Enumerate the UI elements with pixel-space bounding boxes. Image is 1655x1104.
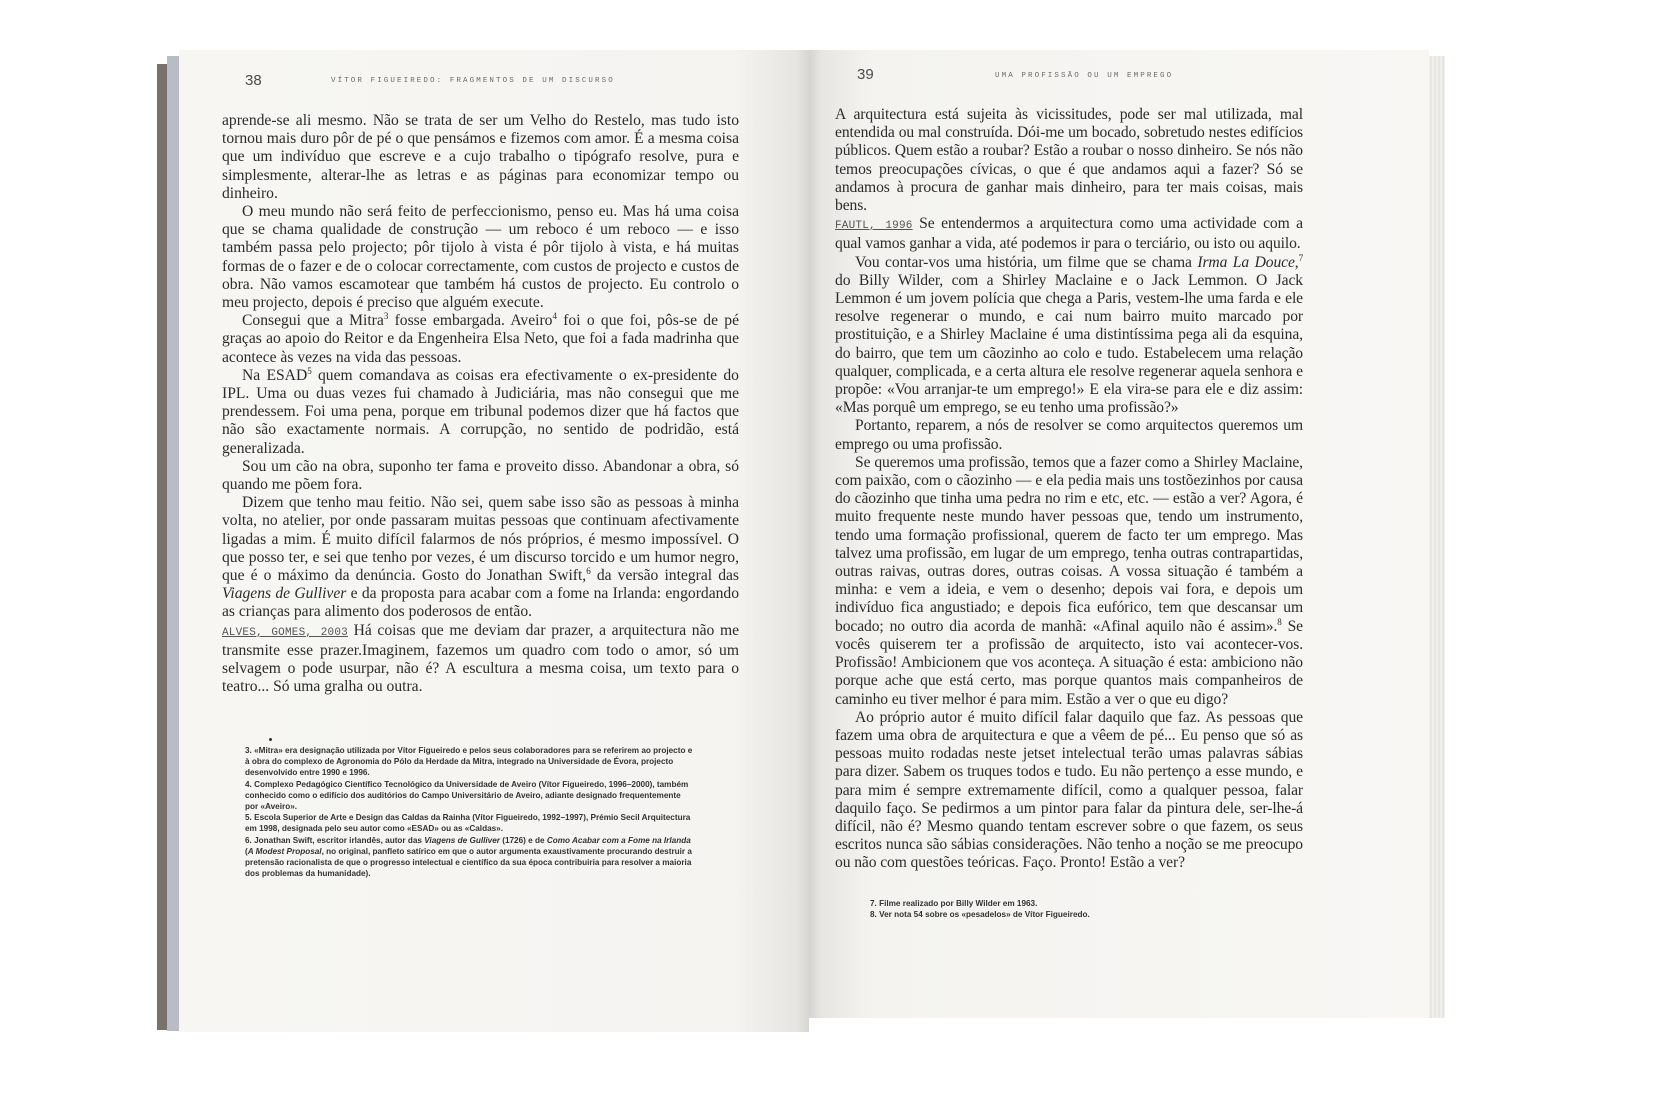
main-text [222, 112, 739, 697]
footnote: 7. Filme realizado por Billy Wilder em 1963. [870, 899, 1038, 908]
footnote: 6. Jonathan Swift, escritor irlandês, autor das Viagens de Gulliver (1726) e de Como Acabar com a Fome na Irlanda (A Modest Proposal, no original, panfleto satírico em que o autor argumenta exaustivamente procurando destruir a pretensão racionalista de que o progresso intelectual e científico da sua época contribuiria para resolver a maioria dos problemas da humanidade). [245, 835, 692, 879]
main-text [835, 106, 1303, 873]
paragraph: O meu mundo não será feito de perfeccionismo, penso eu. Mas há uma coisa que se chama qualidade de construção — um reboco é um reboco — e isso também passa pelo projecto; pôr tijolo à vista é pôr tijolo à vista, e há muitas formas de o fazer e de o colocar correctamente, com custos de projecto e custos de obra. Não vamos escamotear que também há custos de projecto. Eu controlo o meu projecto, depois é preciso que alguém execute. [222, 203, 739, 312]
running-head: UMA PROFISSÃO OU UM EMPREGO [995, 72, 1174, 80]
footnote-ref: 8 [1277, 616, 1282, 627]
footnote-ref: 5 [307, 365, 312, 376]
running-head: VÍTOR FIGUEIREDO: FRAGMENTOS DE UM DISCURSO [331, 77, 615, 85]
paragraph: Na ESAD$^5$ quem comandava as coisas era efectivamente o ex-presidente do IPL. Uma ou duas vezes fui chamado à Judiciária, mas não consegui que me prendessem. Foi uma pena, porque em tribunal podemos dizer que há factos que não são exactamente normais. A corrupção, no sentido de podridão, está generalizada. [222, 365, 739, 457]
paragraph: Consegui que a Mitra$^3$ fosse embargada. Aveiro$^4$ foi o que foi, pôs-se de pé graças ao apoio do Reitor e da Engenheira Elsa Neto, que foi a fada madrinha que acontece às vezes na vida das pessoas. [222, 311, 739, 366]
page-number: 38 [245, 72, 262, 89]
paragraph: FAUTL, 1996 Se entendermos a arquitectura como uma actividade com a qual vamos ganhar a vida, até podemos ir para o terciário, ou isto ou aquilo. [835, 215, 1304, 253]
footnotes [245, 745, 695, 879]
paragraph: ALVES, GOMES, 2003 Há coisas que me deviam dar prazer, a arquitectura não me transmite esse prazer.Imaginem, fazemos um quadro com todo o amor, só um selvagem o pode usurpar, não é? A escultura a mesma coisa, um texto para o teatro... Só uma gralha ou outra. [222, 621, 739, 696]
footnotes [870, 898, 1290, 920]
footnote-ref: 7 [1298, 252, 1303, 263]
source-reference: FAUTL, 1996 [835, 220, 913, 233]
footnote-ref: 3 [383, 311, 389, 322]
paragraph: Se queremos uma profissão, temos que a fazer como a Shirley Maclaine, com paixão, com o cãozinho — e ela pedia mais uns tostõezinhos por causa do cãozinho que tinha uma pedra no rim e etc, etc. — estão a ver? Agora, é muito frequente neste mundo haver pessoas que, tendo um instrumento, tendo uma formação profissional, querem de facto ter um emprego. Mas talvez uma profissão, em lugar de um emprego, tenha outras contrapartidas, outras raivas, outras dores, outras coisas. A vossa situação é também a minha: e vem a ideia, e vem o desenho; depois vai fora, e depois um indivíduo fica angustiado; e depois fica eufórico, tem que descansar um bocado; no outro dia acorda de manhã: «Afinal aquilo não é assim».$^8$ Se vocês quiserem ter a profissão de arquitecto, isto vai acontecer-vos. Profissão! Ambicionem que vos aconteça. A situação é esta: ambiciono não porque ache que está certo, mas porque quantos mais companheiros de caminho eu tiver melhor é para mim. Estão a ver o que eu digo? [835, 453, 1303, 708]
paragraph: Sou um cão na obra, suponho ter fama e proveito disso. Abandonar a obra, só quando me põem fora. [222, 457, 739, 494]
book-spine-edge [157, 64, 167, 1030]
paragraph: A arquitectura está sujeita às vicissitudes, pode ser mal utilizada, mal entendida ou mal construída. Dói-me um bocado, sobretudo nestes edifícios públicos. Quem estão a roubar? Estão a roubar o nosso dinheiro. Se nós não temos preocupações cívicas, o que é que andamos aqui a fazer? Só se andamos à procura de ganhar mais dinheiro, para ter mais coisas, mais bens. [835, 106, 1303, 215]
left-page [179, 50, 809, 1032]
paragraph: Ao próprio autor é muito difícil falar daquilo que faz. As pessoas que fazem uma obra de arquitectura e que a vêem de pé... Eu penso que só as pessoas muito rodadas neste jetset intelectual terão umas palavras sábias para dizer. Sabem os truques todos e tudo. Eu não pertenço a esse mundo, e para mim é sempre extremamente difícil, como a qualquer pessoa, falar daquilo faço. Se pedirmos a um pintor para falar da pintura dele, ser-lhe-á difícil, não é? Mesmo quando tentam escrever sobre o que fazem, os seus escritos nunca são sábias considerações. Não tenho a noção se me preocupo ou não com questões teóricas. Faço. Pronto! Estão a ver? [835, 708, 1303, 872]
paragraph: Portanto, reparem, a nós de resolver se como arquitectos queremos um emprego ou uma profissão. [835, 417, 1303, 453]
page-stack-edge [1428, 56, 1445, 1018]
paragraph: aprende-se ali mesmo. Não se trata de ser um Velho do Restelo, mas tudo isto tornou mais duro pôr de pé o que pensámos e fizemos com amor. É a mesma coisa que um indivíduo que escreve e a cujo trabalho o tipógrafo resolve, pura e simplesmente, alterar-lhe as letras e as páginas para economizar tempo ou dinheiro. [222, 112, 739, 202]
right-page [809, 50, 1429, 1018]
footnote: 8. Ver nota 54 sobre os «pesadelos» de Vítor Figueiredo. [870, 910, 1090, 920]
paragraph: Vou contar-vos uma história, um filme que se chama Irma La Douce,$^7$ do Billy Wilder, com a Shirley Maclaine e o Jack Lemmon. O Jack Lemmon é um jovem polícia que chega a Paris, vestem-lhe uma farda e ele resolve regenerar o mundo, e cai num bairro muito marcado por prostituição, e a Shirley Maclaine é uma distintíssima pega ali da esquina, do bairro, que tem um cãozinho ao colo e tudo. Estabelecem uma relação qualquer, complicada, e a certa altura ele resolve regenerar aquela senhora e propõe: «Vou arranjar-te um emprego!» E ela vira-se para ele e diz assim: «Mas porquê um emprego, se eu tenho uma profissão?» [835, 252, 1303, 417]
footnote-ref: 6 [586, 565, 591, 576]
page-number: 39 [857, 66, 874, 83]
footnote: 5. Escola Superior de Arte e Design das Caldas da Rainha (Vítor Figueiredo, 1992–1997), Prémio Secil Arquitectura em 1998, designada pelo seu autor como «ESAD» ou as «Caldas». [245, 813, 691, 834]
footnote: 4. Complexo Pedagógico Científico Tecnológico da Universidade de Aveiro (Vítor Figueiredo, 1996–2000), também conhecido como o edifício dos auditórios do Campo Universitário de Aveiro, adiante designado frequentemente por «Aveiro». [245, 779, 689, 812]
paragraph: Dizem que tenho mau feitio. Não sei, quem sabe isso são as pessoas à minha volta, no atelier, por onde passaram muitas pessoas que continuam afectivamente ligadas a mim. É muito difícil falarmos de nós próprios, é mesmo impossível. O que posso ter, e sei que tenho por vezes, é um discurso torcido e um humor negro, que é o máximo da denúncia. Gosto do Jonathan Swift,$^6$ da versão integral das Viagens de Gulliver e da proposta para acabar com a fome na Irlanda: engordando as crianças para alimento dos poderosos de então. [222, 494, 739, 621]
source-reference: ALVES, GOMES, 2003 [222, 626, 348, 639]
ornament-dot [269, 738, 272, 741]
footnote: 3. «Mitra» era designação utilizada por Vítor Figueiredo e pelos seus colaboradores para se referirem ao projecto e à obra do complexo de Agronomia do Pólo da Herdade da Mitra, integrado na Universidade de Évora, projecto desenvolvido entre 1990 e 1996. [245, 746, 693, 778]
book-cover-edge [167, 56, 179, 1031]
footnote-ref: 4 [552, 311, 557, 322]
